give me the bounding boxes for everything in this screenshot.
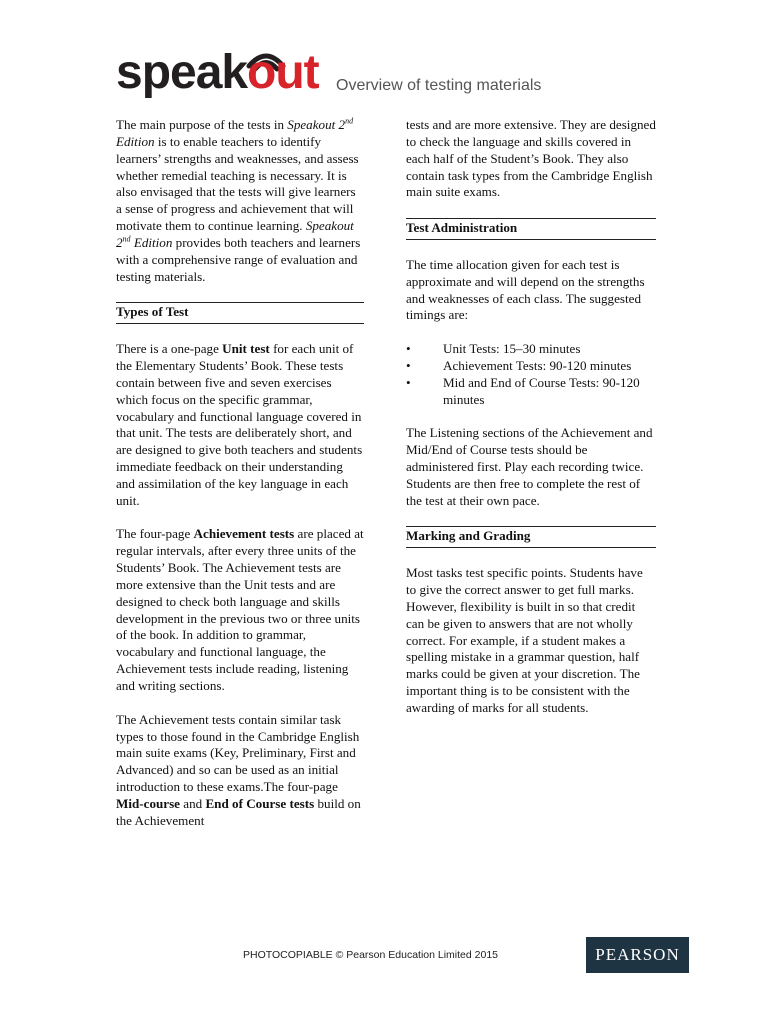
listening-paragraph: The Listening sections of the Achievement and Mid/End of Course tests should be administered first. Play each recording twice. Students are then free to complete the rest of the test at their own pace. xyxy=(406,425,653,508)
photocopiable-notice: PHOTOCOPIABLE © Pearson Education Limited 2015 xyxy=(243,949,499,961)
right-column xyxy=(406,117,656,734)
bullet-icon: • xyxy=(406,374,411,390)
bullet-icon: • xyxy=(406,357,411,373)
intro-paragraph: The main purpose of the tests in Speakout 2nd Edition is to enable teachers to identify learners’ strengths and weaknesses, and assess whether remedial teaching is necessary. It is also envisaged that the tests will give learners a sense of progress and achievement that will motivate them to continue learning. Speakout 2nd Edition provides both teachers and learners with a comprehensive range of evaluation and testing materials. xyxy=(116,116,361,284)
list-item: • Mid and End of Course Tests: 90-120 minutes xyxy=(406,374,640,407)
achievement-test-paragraph: The four-page Achievement tests are placed at regular intervals, after every three units of the Students’ Book. The Achievement tests are more extensive than the Unit tests and are designed to check both language and skills development in the previous two or three units of the book. In addition to grammar, vocabulary and functional language, the Achievement tests include reading, listening and writing sections. xyxy=(116,526,364,693)
page-header xyxy=(116,40,676,106)
pearson-logo: PEARSON xyxy=(586,937,689,973)
exam-task-types-paragraph: The Achievement tests contain similar task types to those found in the Cambridge English main suite exams (Key, Preliminary, First and Advanced) and so can be used as an initial introduction to these exams.The four-page Mid-course and End of Course tests build on the Achievement xyxy=(116,711,361,828)
list-item: • Unit Tests: 15–30 minutes xyxy=(406,341,581,357)
section-heading-test-administration: Test Administration xyxy=(406,218,656,240)
section-heading-types-of-test: Types of Test xyxy=(116,302,364,324)
continued-paragraph: tests and are more extensive. They are designed to check the language and skills covered in each half of the Student’s Book. They also contain task types from the Cambridge English main suite exams. xyxy=(406,117,656,200)
administration-paragraph: The time allocation given for each test is approximate and will depend on the strengths and weaknesses of each class. The suggested timings are: xyxy=(406,256,645,323)
section-heading-marking-and-grading: Marking and Grading xyxy=(406,526,656,548)
speakout-logo-graphic xyxy=(116,40,326,104)
timings-list xyxy=(406,341,656,408)
page-subtitle: Overview of testing materials xyxy=(336,77,542,94)
svg-text:speak: speak xyxy=(116,46,248,99)
bullet-icon: • xyxy=(406,341,411,357)
left-column xyxy=(116,117,364,846)
marking-paragraph: Most tasks test specific points. Students have to give the correct answer to get full marks. However, flexibility is built in so that credit can be given to answers that are not wholly correct. For example, if a student makes a spelling mistake in a grammar question, half marks could be given at your discretion. The important thing is to be consistent with the awarding of marks for all students. xyxy=(406,565,643,715)
unit-test-paragraph: There is a one-page Unit test for each unit of the Elementary Students’ Book. These tests contain between five and seven exercises which focus on the specific grammar, vocabulary and functional language covered in that unit. The tests are deliberately short, and are designed to give both teachers and students immediate feedback on their understanding and assimilation of the key language in each unit. xyxy=(116,341,363,508)
list-item: • Achievement Tests: 90-120 minutes xyxy=(406,357,632,373)
speakout-logo xyxy=(116,40,326,104)
svg-text:out: out xyxy=(247,46,319,99)
